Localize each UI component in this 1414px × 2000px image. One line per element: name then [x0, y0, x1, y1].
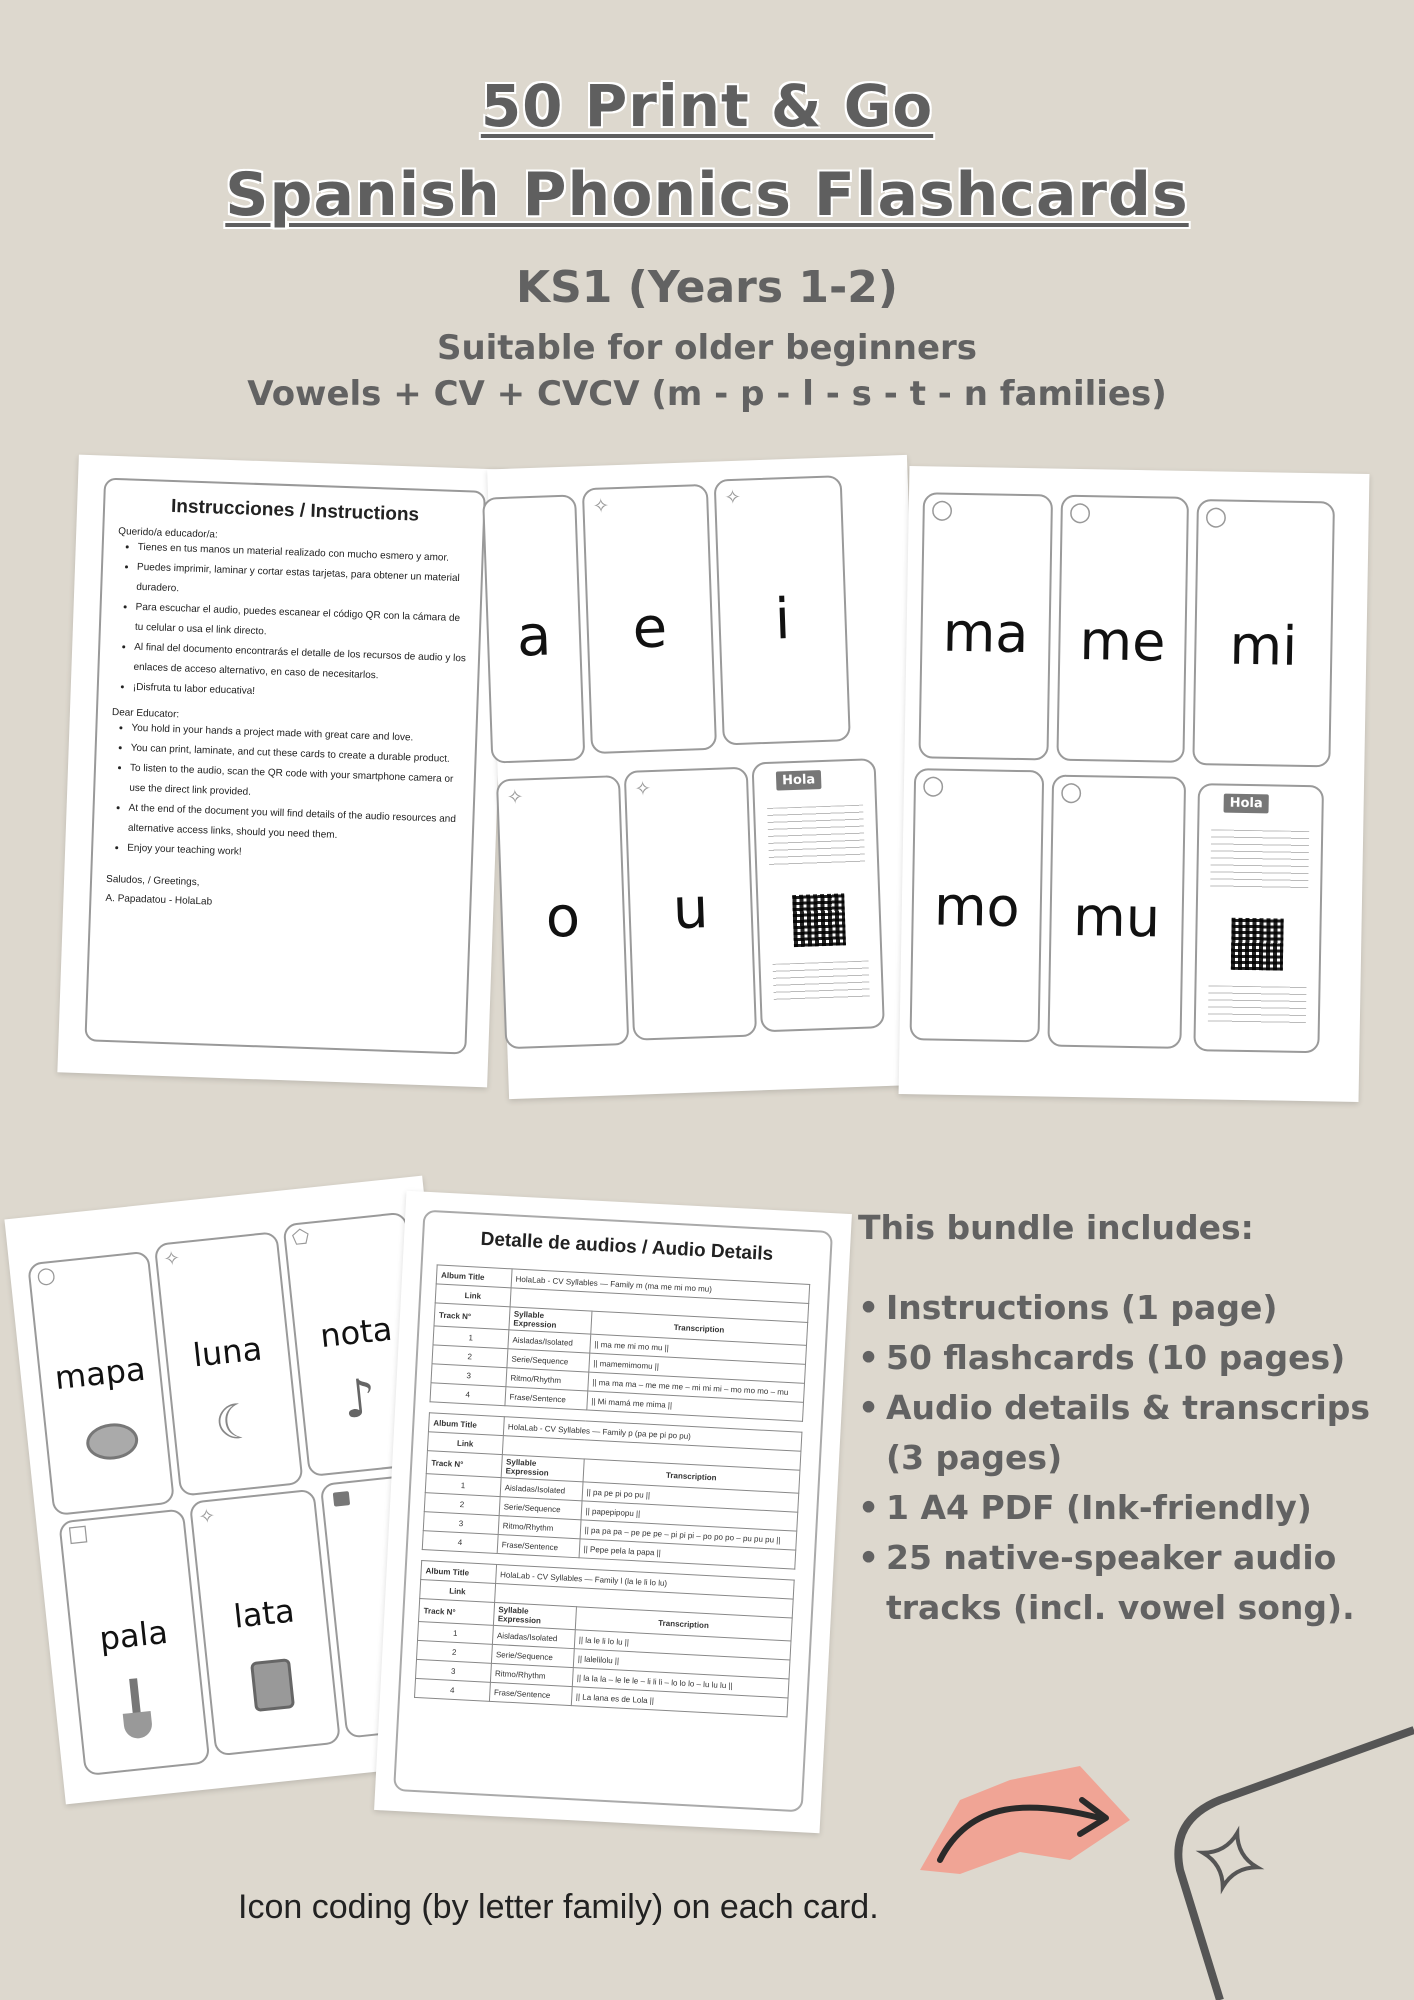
table-row: 2 Serie/Sequence || papepipopu || — [424, 1493, 797, 1531]
sparkle-icon: ✧ — [592, 493, 610, 518]
expr-label: Syllable Expression — [508, 1307, 591, 1334]
cvcv-card-label: lata — [231, 1591, 297, 1636]
circle-icon: ○ — [921, 770, 945, 801]
qr-code-icon — [792, 893, 846, 947]
vowel-card-label: o — [544, 884, 582, 951]
spanish-list — [112, 537, 469, 709]
vowel-card — [582, 484, 717, 754]
cvcv-card — [189, 1489, 341, 1757]
spanish-greeting: Querido/a educador/a: — [118, 526, 218, 541]
cv-card — [1192, 499, 1335, 767]
vowel-card — [482, 494, 585, 763]
list-item: • Audio details & transcrips (3 pages) — [858, 1383, 1398, 1483]
circle-icon: ○ — [930, 494, 954, 525]
album-label: Album Title — [428, 1413, 503, 1436]
table-row: 4 Frase/Sentence || Mi mamá me mima || — [430, 1383, 803, 1421]
link-label: Link — [427, 1432, 502, 1455]
cv-card — [1047, 775, 1186, 1049]
cv-card-label: mi — [1229, 613, 1298, 678]
cv-card — [918, 492, 1053, 760]
table-row: 1 Aisladas/Isolated || la le li lo lu || — [418, 1621, 791, 1659]
cvcv-card-label: mapa — [52, 1349, 148, 1398]
star-icon: ✧ — [197, 1503, 217, 1529]
bullet-icon: • — [858, 1388, 880, 1427]
cv-card-label: mo — [933, 874, 1021, 940]
can-icon — [250, 1658, 295, 1712]
cvcv-card — [27, 1251, 175, 1516]
english-list — [107, 718, 464, 870]
trans-label: Transcription — [575, 1607, 792, 1641]
list-item: • Tienes en tus manos un material realizado con mucho esmero y amor. — [137, 538, 469, 570]
list-item: • ¡Disfruta tu labor educativa! — [132, 678, 464, 710]
audio-frame — [393, 1210, 833, 1813]
sparkle-icon: ✧ — [723, 484, 742, 510]
bundle-heading: This bundle includes: — [858, 1208, 1254, 1247]
qr-card-license — [1208, 985, 1307, 1027]
link-label: Link — [435, 1284, 510, 1307]
album-title: HolaLab - CV Syllables — Family p (pa pe pi po pu) — [503, 1417, 802, 1452]
card-corner-decoration — [1160, 1720, 1414, 2000]
list-item: • 25 native-speaker audio tracks (incl. vowel song). — [858, 1533, 1398, 1633]
cvcv-card-label: nota — [318, 1309, 394, 1356]
qr-card-notes — [767, 805, 865, 868]
audio-details-sheet — [374, 1191, 852, 1833]
moon-icon: ☾ — [212, 1392, 261, 1453]
signoff: Saludos, / Greetings, — [105, 873, 200, 889]
bullet-icon: • — [858, 1538, 880, 1577]
audio-link[interactable]: ​ — [494, 1583, 793, 1618]
cvcv-card-label: pala — [97, 1612, 170, 1658]
audio-link[interactable]: ​ — [502, 1436, 801, 1471]
cvcv-card — [58, 1508, 210, 1776]
list-item: • You can print, laminate, and cut these cards to create a durable product. — [130, 739, 462, 771]
audio-heading: Detalle de audios / Audio Details — [480, 1228, 774, 1266]
audio-table-m — [429, 1264, 810, 1421]
cv-card-label: mu — [1072, 884, 1161, 950]
qr-code-icon — [1231, 918, 1284, 971]
trans-label: Transcription — [590, 1311, 807, 1345]
english-greeting: Dear Educator: — [111, 706, 180, 721]
instructions-sheet — [57, 455, 508, 1088]
table-row: 4 Frase/Sentence || Pepe pela la papa || — [422, 1531, 795, 1569]
bullet-icon: • — [858, 1288, 880, 1327]
vowel-card-label: i — [773, 587, 792, 653]
table-row: 1 Aisladas/Isolated || ma me mi mo mu || — [433, 1326, 806, 1364]
list-item: • You hold in your hands a project made with great care and love. — [131, 719, 463, 751]
qr-card — [752, 758, 885, 1032]
album-label: Album Title — [421, 1561, 496, 1584]
sparkle-icon: ✧ — [633, 775, 652, 801]
list-item: • At the end of the document you will find details of the audio resources and alternative access links, should you need them. — [128, 799, 461, 851]
cv-card-label: me — [1079, 609, 1166, 674]
track-label: Track N° — [426, 1451, 502, 1478]
list-item: • 1 A4 PDF (Ink-friendly) — [858, 1483, 1398, 1533]
hola-badge: Hola — [776, 770, 822, 791]
vowel-card — [624, 767, 757, 1041]
album-title: HolaLab - CV Syllables — Family m (ma me mi mo mu) — [511, 1269, 810, 1304]
circle-icon: ○ — [35, 1262, 58, 1290]
trans-label: Transcription — [583, 1459, 800, 1493]
qr-card — [1193, 783, 1324, 1053]
cvcv-card — [154, 1231, 304, 1497]
list-item: • Enjoy your teaching work! — [127, 839, 459, 871]
list-item: • 50 flashcards (10 pages) — [858, 1333, 1398, 1383]
list-item: • To listen to the audio, scan the QR code with your smartphone camera or use the direct link provided. — [129, 759, 462, 811]
audio-table-l — [414, 1560, 795, 1717]
music-note-icon: ♪ — [340, 1367, 380, 1431]
table-row: 3 Ritmo/Rhythm || la la la – le le le – li li li – lo lo lo – lu lu lu || — [416, 1659, 789, 1697]
hola-badge — [333, 1491, 350, 1507]
album-title: HolaLab - CV Syllables — Family l (la le li lo lu) — [495, 1564, 794, 1599]
vowel-card-label: a — [515, 603, 553, 670]
table-row: 4 Frase/Sentence || La lana es de Lola || — [415, 1678, 788, 1716]
shovel-blade — [123, 1711, 154, 1740]
star-icon: ✧ — [162, 1245, 182, 1272]
cvcv-card-label: luna — [191, 1329, 264, 1375]
bullet-icon: • — [858, 1488, 880, 1527]
table-row: 3 Ritmo/Rhythm || ma ma ma – me me me – mi mi mi – mo mo mo – mu — [431, 1364, 804, 1402]
circle-icon: ○ — [1059, 776, 1083, 808]
vowel-sheet — [487, 455, 929, 1099]
audio-link[interactable]: ​ — [510, 1288, 809, 1323]
sparkle-icon: ✧ — [506, 784, 524, 810]
arrow-icon — [900, 1760, 1140, 1880]
icon-coding-footnote: Icon coding (by letter family) on each card. — [238, 1888, 879, 1926]
title-line-2: Spanish Phonics Flashcards — [225, 160, 1189, 230]
qr-card-notes — [1210, 829, 1309, 891]
album-label: Album Title — [436, 1265, 511, 1288]
bundle-includes — [858, 1208, 1398, 1633]
hola-badge: Hola — [1224, 794, 1269, 814]
vowel-card-label: u — [671, 876, 710, 943]
vowel-card-label: e — [631, 595, 669, 662]
audio-table-p — [422, 1412, 803, 1569]
qr-card-license — [773, 961, 870, 1004]
cv-sheet — [899, 466, 1370, 1102]
instructions-heading: Instrucciones / Instructions — [170, 495, 420, 526]
circle-icon: ○ — [1068, 496, 1092, 528]
title-line-1: 50 Print & Go — [480, 72, 934, 140]
square-icon: □ — [66, 1520, 90, 1548]
level-subtitle: KS1 (Years 1-2) — [516, 262, 898, 313]
expr-label: Syllable Expression — [501, 1455, 584, 1482]
table-row: 3 Ritmo/Rhythm || pa pa pa – pe pe pe – pi pi pi – po po po – pu pu pu || — [423, 1512, 796, 1550]
cv-card — [909, 768, 1044, 1042]
list-item: • Para escuchar el audio, puedes escanear el código QR con la cámara de tu celular o usa el link directo. — [135, 598, 468, 650]
cv-card — [1056, 495, 1189, 763]
vowel-card — [496, 775, 629, 1049]
instructions-frame — [84, 478, 485, 1055]
families-subtitle: Vowels + CV + CVCV (m - p - l - s - t - n families) — [247, 374, 1167, 414]
track-label: Track N° — [419, 1599, 495, 1626]
table-row: 1 Aisladas/Isolated || pa pe pi po pu || — [425, 1474, 798, 1512]
circle-icon: ○ — [1204, 501, 1228, 532]
pentagon-icon: ⬠ — [290, 1223, 311, 1250]
table-row: 2 Serie/Sequence || mamemimomu || — [432, 1345, 805, 1383]
list-item: • Al final del documento encontrarás el detalle de los recursos de audio y los enlaces de acceso alternativo, en caso de necesitarlos. — [133, 638, 466, 690]
bundle-list — [858, 1283, 1398, 1633]
cv-card-label: ma — [942, 600, 1030, 666]
sparkle-icon — [1196, 1826, 1265, 1895]
bullet-icon: • — [858, 1338, 880, 1377]
table-row: 2 Serie/Sequence || lalelilolu || — [417, 1640, 790, 1678]
link-label: Link — [420, 1580, 495, 1603]
track-label: Track N° — [434, 1303, 510, 1330]
author: A. Papadatou - HolaLab — [105, 892, 213, 908]
expr-label: Syllable Expression — [493, 1602, 576, 1629]
suitability-subtitle: Suitable for older beginners — [436, 328, 978, 368]
list-item: • Puedes imprimir, laminar y cortar estas tarjetas, para obtener un material duradero. — [136, 558, 469, 610]
vowel-card — [714, 475, 851, 745]
list-item: • Instructions (1 page) — [858, 1283, 1398, 1333]
map-icon — [84, 1421, 139, 1462]
